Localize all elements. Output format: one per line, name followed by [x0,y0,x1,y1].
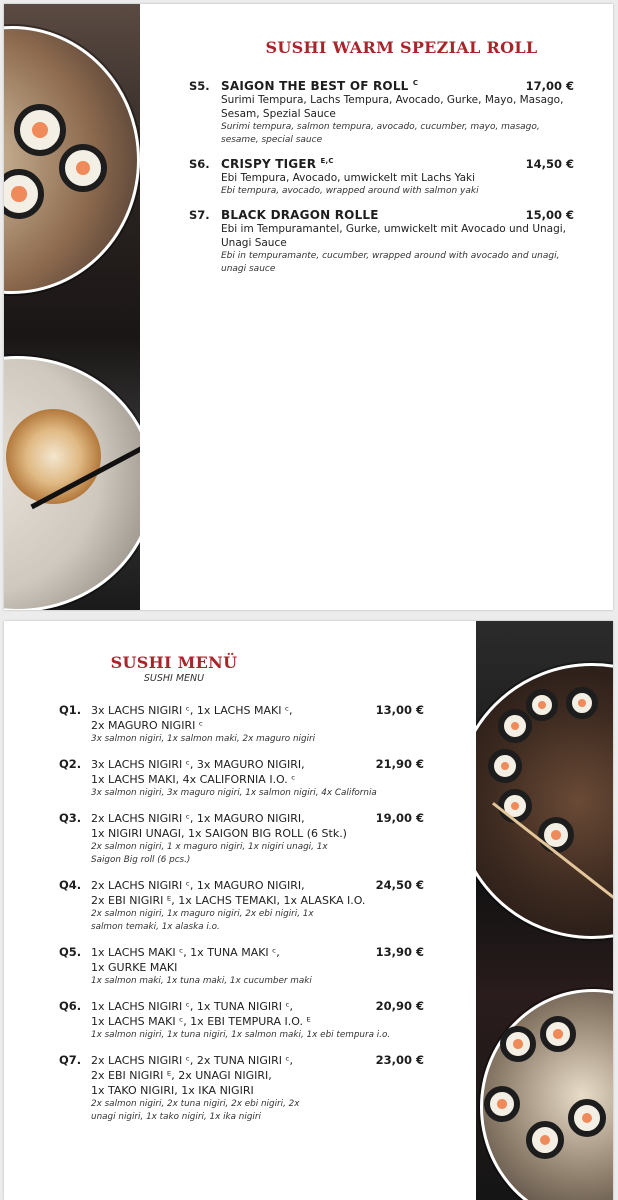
menu-item-s6 [189,157,574,198]
sushi-roll-piece [540,1016,576,1052]
item-price: 15,00 € [525,208,574,222]
item-contents: 3x LACHS NIGIRI ᶜ, 3x MAGURO NIGIRI, 1x LACHS MAKI, 4x CALIFORNIA I.O. ᶜ [91,758,305,786]
item-description-de: Surimi Tempura, Lachs Tempura, Avocado, Gurke, Mayo, Masago, Sesam, Spezial Sauce [221,94,564,120]
item-contents: 2x LACHS NIGIRI ᶜ, 2x TUNA NIGIRI ᶜ, 2x EBI NIGIRI ᴱ, 2x UNAGI NIGIRI, 1x TAKO NIGIRI, 1x IKA NIGIRI [91,1054,294,1097]
menu-item-q3 [59,811,424,867]
warm-special-roll-section [189,38,574,276]
sushi-roll-piece [538,817,574,853]
item-name: CRISPY TIGER $^{E,C}$ [221,157,334,171]
item-description-en: 2x salmon nigiri, 1 x maguro nigiri, 1x nigiri unagi, 1x Saigon Big roll (6 pcs.) [91,842,328,865]
item-price: 14,50 € [525,157,574,171]
menu-page-sushi-menu [4,621,613,1200]
item-contents: 3x LACHS NIGIRI ᶜ, 1x LACHS MAKI ᶜ, 2x MAGURO NIGIRI ᶜ [91,704,293,732]
menu-item-q6 [59,999,424,1042]
allergen-codes: E,C [320,157,334,165]
menu-item-q7 [59,1053,424,1124]
item-code: Q3. [59,811,82,825]
item-description-de: Ebi im Tempuramantel, Gurke, umwickelt mit Avocado und Unagi, Unagi Sauce [221,223,567,249]
menu-item-q5 [59,945,424,988]
sushi-roll-piece [59,144,107,192]
item-price: 17,00 € [525,79,574,93]
allergen-codes: C [412,79,419,87]
item-code: Q4. [59,878,82,892]
item-code: S7. [189,208,210,222]
tempura-roll-piece [6,409,101,504]
item-code: S6. [189,157,210,171]
item-code: Q2. [59,757,82,771]
item-description-en: 2x salmon nigiri, 2x tuna nigiri, 2x ebi nigiri, 2x unagi nigiri, 1x tako nigiri, 1x ika nigiri [91,1099,300,1122]
item-description-en: 1x salmon nigiri, 1x tuna nigiri, 1x salmon maki, 1x ebi tempura i.o. [91,1030,391,1040]
sushi-roll-piece [498,709,532,743]
sushi-photo-strip-right [476,621,613,1200]
item-price: 21,90 € [375,757,424,771]
section-subtitle: SUSHI MENU [143,673,205,684]
section-title: SUSHI WARM SPEZIAL ROLL [265,38,538,57]
item-description-en: 3x salmon nigiri, 1x salmon maki, 2x maguro nigiri [91,734,316,744]
sushi-roll-piece [488,749,522,783]
menu-item-s5 [189,79,574,147]
sushi-menu-section [59,653,424,1124]
item-contents: 1x LACHS MAKI ᶜ, 1x TUNA MAKI ᶜ, 1x GURKE MAKI [91,946,280,974]
sushi-roll-piece [566,687,598,719]
item-code: Q1. [59,703,82,717]
item-description-en: 2x salmon nigiri, 1x maguro nigiri, 2x ebi nigiri, 1x salmon temaki, 1x alaska i.o. [91,909,314,932]
item-name: SAIGON THE BEST OF ROLL $^C$ [221,79,419,93]
item-code: Q6. [59,999,82,1013]
item-price: 13,90 € [375,945,424,959]
sushi-roll-piece [526,689,558,721]
item-description-en: Surimi tempura, salmon tempura, avocado, cucumber, mayo, masago, sesame, special sauce [221,122,540,145]
menu-item-q1 [59,703,424,746]
item-description-en: 3x salmon nigiri, 3x maguro nigiri, 1x salmon nigiri, 4x California [91,788,377,798]
sushi-photo-strip-left [4,4,140,610]
item-contents: 2x LACHS NIGIRI ᶜ, 1x MAGURO NIGIRI, 2x EBI NIGIRI ᴱ, 1x LACHS TEMAKI, 1x ALASKA I.O. [91,879,366,907]
menu-item-s7 [189,208,574,276]
menu-item-q4 [59,878,424,934]
sushi-roll-piece [568,1099,606,1137]
item-code: Q7. [59,1053,82,1067]
item-description-de: Ebi Tempura, Avocado, umwickelt mit Lachs Yaki [221,172,476,184]
item-description-en: 1x salmon maki, 1x tuna maki, 1x cucumber maki [91,976,312,986]
item-price: 24,50 € [375,878,424,892]
item-price: 19,00 € [375,811,424,825]
sushi-roll-piece [14,104,66,156]
item-price: 23,00 € [375,1053,424,1067]
item-price: 13,00 € [375,703,424,717]
sushi-roll-piece [500,1026,536,1062]
section-title: SUSHI MENÜ [110,653,238,672]
sushi-roll-piece [484,1086,520,1122]
item-price: 20,90 € [375,999,424,1013]
item-description-en: Ebi tempura, avocado, wrapped around with salmon yaki [221,186,479,196]
menu-page-warm-special-roll [4,4,613,610]
sushi-roll-piece [526,1121,564,1159]
menu-item-q2 [59,757,424,800]
item-contents: 2x LACHS NIGIRI ᶜ, 1x MAGURO NIGIRI, 1x NIGIRI UNAGI, 1x SAIGON BIG ROLL (6 Stk.) [91,812,347,840]
item-code: S5. [189,79,210,93]
item-description-en: Ebi in tempuramante, cucumber, wrapped around with avocado and unagi, unagi sauce [221,251,560,274]
item-name: BLACK DRAGON ROLLE [221,208,379,222]
item-code: Q5. [59,945,82,959]
item-contents: 1x LACHS NIGIRI ᶜ, 1x TUNA NIGIRI ᶜ, 1x LACHS MAKI ᶜ, 1x EBI TEMPURA I.O. ᴱ [91,1000,311,1028]
